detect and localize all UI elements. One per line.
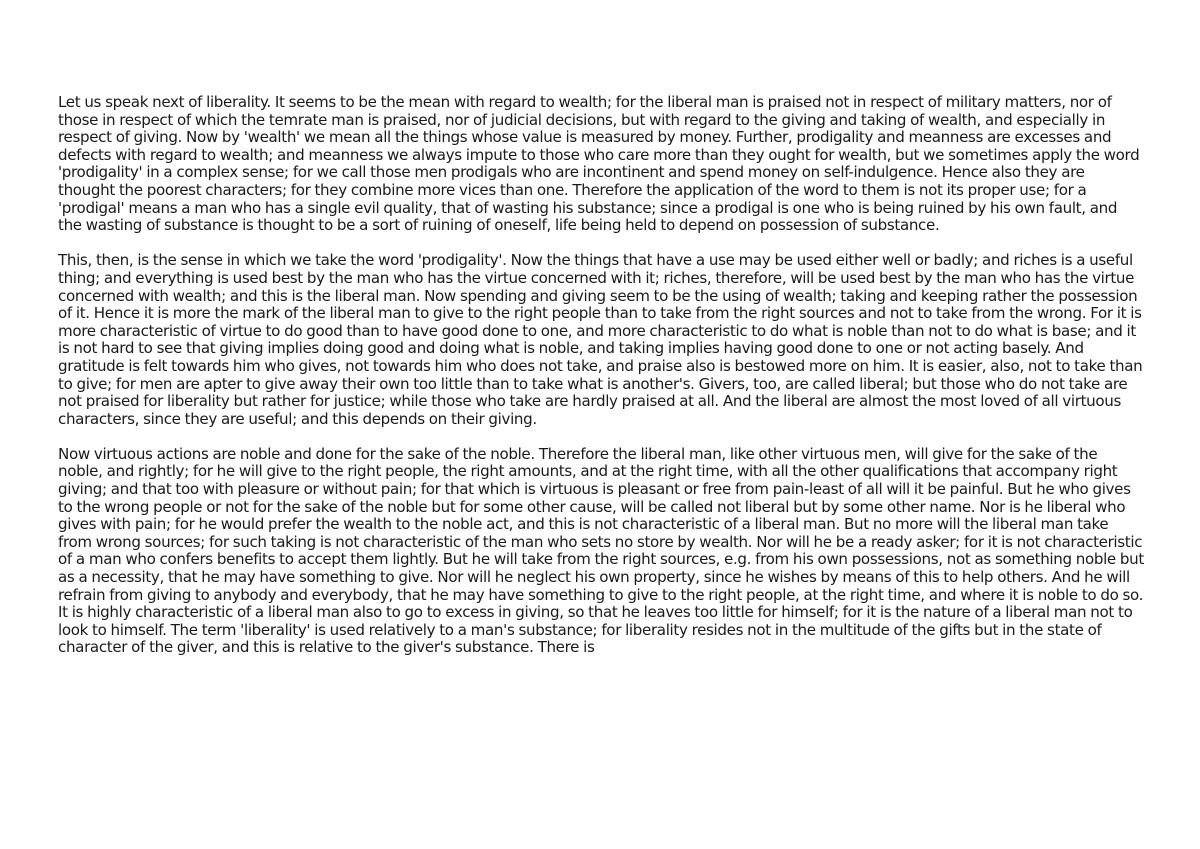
- paragraph-3: Now virtuous actions are noble and done for the sake of the noble. Therefore the liberal man, like other virtuous men, will give for the sake of the noble, and rightly; for he will give to the right people, the right amounts, and at the right time, with all the other qualifications that accompany right giving; and that too with pleasure or without pain; for that which is virtuous is pleasant or free from pain-least of all will it be painful. But he who gives to the wrong people or not for the sake of the noble but for some other cause, will be called not liberal but by some other name. Nor is he liberal who gives with pain; for he would prefer the wealth to the noble act, and this is not characteristic of a liberal man. But no more will the liberal man take from wrong sources; for such taking is not characteristic of the man who sets no store by wealth. Nor will he be a ready asker; for it is not characteristic of a man who confers benefits to accept them lightly. But he will take from the right sources, e.g. from his own possessions, not as something noble but as a necessity, that he may have something to give. Nor will he neglect his own property, since he wishes by means of this to help others. And he will refrain from giving to anybody and everybody, that he may have something to give to the right people, at the right time, and where it is noble to do so. It is highly characteristic of a liberal man also to go to excess in giving, so that he leaves too little for himself; for it is the nature of a liberal man not to look to himself. The term 'liberality' is used relatively to a man's substance; for liberality resides not in the multitude of the gifts but in the state of character of the giver, and this is relative to the giver's substance. There is: [58, 444, 1144, 657]
- document-page: [58, 94, 1144, 675]
- paragraph-1: Let us speak next of liberality. It seems to be the mean with regard to wealth; for the liberal man is praised not in respect of military matters, nor of those in respect of which the temrate man is praised, nor of judicial decisions, but with regard to the giving and taking of wealth, and especially in respect of giving. Now by 'wealth' we mean all the things whose value is measured by money. Further, prodigality and meanness are excesses and defects with regard to wealth; and meanness we always impute to those who care more than they ought for wealth, but we sometimes apply the word 'prodigality' in a complex sense; for we call those men prodigals who are incontinent and spend money on self-indulgence. Hence also they are thought the poorest characters; for they combine more vices than one. Therefore the application of the word to them is not its proper use; for a 'prodigal' means a man who has a single evil quality, that of wasting his substance; since a prodigal is one who is being ruined by his own fault, and the wasting of substance is thought to be a sort of ruining of oneself, life being held to depend on possession of substance.: [58, 93, 1140, 235]
- paragraph-2: This, then, is the sense in which we take the word 'prodigality'. Now the things that have a use may be used either well or badly; and riches is a useful thing; and everything is used best by the man who has the virtue concerned with it; riches, therefore, will be used best by the man who has the virtue concerned with wealth; and this is the liberal man. Now spending and giving seem to be the using of wealth; taking and keeping rather the possession of it. Hence it is more the mark of the liberal man to give to the right people than to take from the right sources and not to take from the wrong. For it is more characteristic of virtue to do good than to have good done to one, and more characteristic to do what is noble than not to do what is base; and it is not hard to see that giving implies doing good and doing what is noble, and taking implies having good done to one or not acting basely. And gratitude is felt towards him who gives, not towards him who does not take, and praise also is bestowed more on him. It is easier, also, not to take than to give; for men are apter to give away their own too little than to take what is another's. Givers, too, are called liberal; but those who do not take are not praised for liberality but rather for justice; while those who take are hardly praised at all. And the liberal are almost the most loved of all virtuous characters, since they are useful; and this depends on their giving.: [58, 251, 1143, 428]
